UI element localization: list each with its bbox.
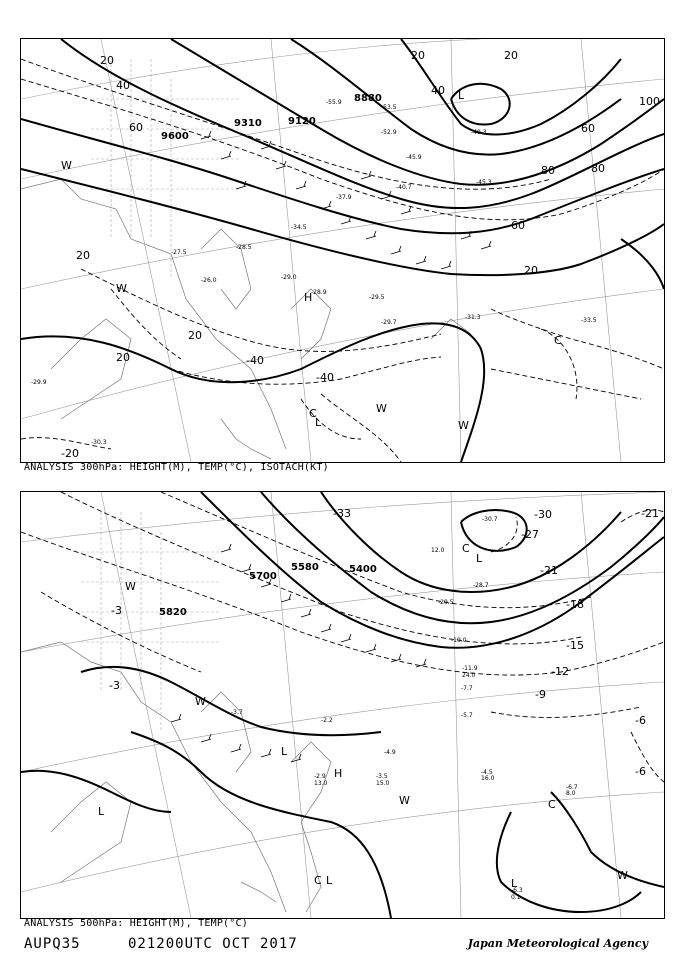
station-value: -28.9 <box>311 289 327 296</box>
isotach-label: 80 <box>591 162 605 175</box>
station-value: -2.2 <box>321 717 333 724</box>
station-value: -29.9 <box>31 379 47 386</box>
isotach-label: 20 <box>411 49 425 62</box>
pressure-center: C <box>462 542 470 555</box>
isotach-label: 20 <box>76 249 90 262</box>
height-label: 5580 <box>291 562 319 573</box>
pressure-centers <box>304 89 562 429</box>
station-value: 15.0 <box>376 780 390 787</box>
temp-label: -33 <box>333 507 351 520</box>
temp-label: -9 <box>535 688 546 701</box>
temp-label: -40 <box>316 371 334 384</box>
isotach-label: 80 <box>541 164 555 177</box>
temp-label: -6 <box>635 714 646 727</box>
product-code: AUPQ35 <box>24 936 81 952</box>
height-contours <box>21 39 664 462</box>
temp-label: -3 <box>111 604 122 617</box>
temp-contours <box>21 492 664 782</box>
pressure-center: H <box>304 291 313 304</box>
station-value: -30.7 <box>482 516 498 523</box>
isotach-label: 100 <box>639 95 660 108</box>
temp-label: -12 <box>551 665 569 678</box>
map-500hpa <box>21 492 664 918</box>
isotach-contours <box>21 59 664 462</box>
temp-label: -6 <box>635 765 646 778</box>
pressure-center: L <box>98 805 105 818</box>
station-value: -6.7 <box>566 784 578 791</box>
station-value: -3.5 <box>376 773 388 780</box>
w-mark: W <box>116 282 127 295</box>
station-value: -7.7 <box>461 685 473 692</box>
dashed-grid <box>91 59 241 279</box>
w-mark: W <box>195 695 206 708</box>
station-value: 0.1 <box>511 894 521 901</box>
w-mark: W <box>458 419 469 432</box>
pressure-center: C <box>554 334 562 347</box>
station-value: -45.3 <box>476 179 492 186</box>
pressure-center: C <box>548 798 556 811</box>
station-value: -31.3 <box>465 314 481 321</box>
temp-label: -30 <box>534 508 552 521</box>
temp-label: -21 <box>540 564 558 577</box>
pressure-center: H <box>334 767 343 780</box>
station-value: -30.3 <box>91 439 107 446</box>
isotach-label: 20 <box>100 54 114 67</box>
w-mark: W <box>399 794 410 807</box>
height-label: 9600 <box>161 131 189 142</box>
pressure-center: L <box>511 877 518 890</box>
station-value: -49.3 <box>471 129 487 136</box>
height-label: 5700 <box>249 571 277 582</box>
station-value: -19.0 <box>451 637 467 644</box>
station-value: -3.7 <box>231 709 243 716</box>
isotach-label: 60 <box>129 121 143 134</box>
station-value: -29.7 <box>381 319 397 326</box>
w-mark: W <box>61 159 72 172</box>
station-value: -11.9 <box>462 665 478 672</box>
pressure-center: C <box>314 874 322 887</box>
temp-label: -40 <box>246 354 264 367</box>
temp-label: -21 <box>641 507 659 520</box>
station-value: 13.0 <box>314 780 328 787</box>
w-mark: W <box>376 402 387 415</box>
isotach-label: 60 <box>511 219 525 232</box>
station-value: -40.7 <box>396 184 412 191</box>
pressure-center: L <box>315 416 322 429</box>
coastlines <box>21 642 331 912</box>
w-marks <box>125 580 628 882</box>
isotach-label: 20 <box>116 351 130 364</box>
isotach-label: 20 <box>524 264 538 277</box>
station-values <box>31 99 597 446</box>
station-value: 12.0 <box>431 547 445 554</box>
agency-credit: Japan Meteorological Agency <box>467 937 648 950</box>
isotach-label: 60 <box>581 122 595 135</box>
station-value: -37.9 <box>336 194 352 201</box>
station-value: -5.7 <box>461 712 473 719</box>
station-value: -52.9 <box>381 129 397 136</box>
pressure-center: L <box>458 89 465 102</box>
caption-500hpa: ANALYSIS 500hPa: HEIGHT(M), TEMP(°C) <box>24 918 248 929</box>
temp-label: -3 <box>109 679 120 692</box>
height-label: 5820 <box>159 607 187 618</box>
station-value: -2.9 <box>314 773 326 780</box>
temp-label: -15 <box>566 639 584 652</box>
coastlines <box>21 179 471 459</box>
pressure-center: L <box>476 552 483 565</box>
station-value: 8.0 <box>566 790 576 797</box>
station-value: -34.5 <box>291 224 307 231</box>
temp-label: -27 <box>521 528 539 541</box>
station-value: -55.9 <box>326 99 342 106</box>
station-value: -4.5 <box>481 769 493 776</box>
isotach-label: 40 <box>431 84 445 97</box>
map-300hpa <box>21 39 664 462</box>
pressure-centers <box>98 542 556 890</box>
graticule <box>21 492 664 918</box>
station-value: -27.5 <box>171 249 187 256</box>
pressure-center: L <box>326 874 333 887</box>
station-value: -28.5 <box>236 244 252 251</box>
isotach-label: 20 <box>188 329 202 342</box>
isotach-label: 20 <box>504 49 518 62</box>
height-contours <box>21 492 664 918</box>
height-label: 8880 <box>354 93 382 104</box>
station-value: -29.5 <box>369 294 385 301</box>
isotach-label: 40 <box>116 79 130 92</box>
w-mark: W <box>617 869 628 882</box>
station-value: -53.5 <box>381 104 397 111</box>
temp-label: -20 <box>61 447 79 460</box>
station-value: -29.5 <box>438 599 454 606</box>
station-value: -29.0 <box>281 274 297 281</box>
height-label: 9310 <box>234 118 262 129</box>
station-value: -45.9 <box>406 154 422 161</box>
wind-barbs <box>171 544 426 762</box>
temp-label: -18 <box>566 598 584 611</box>
chart-300hpa <box>20 38 665 463</box>
caption-300hpa: ANALYSIS 300hPa: HEIGHT(M), TEMP(°C), ISOTACH(KT) <box>24 462 329 473</box>
station-value: 16.0 <box>481 775 495 782</box>
temp-labels <box>109 507 659 778</box>
graticule <box>21 39 664 462</box>
chart-500hpa <box>20 491 665 919</box>
station-value: -6.3 <box>511 887 523 894</box>
valid-time: 021200UTC OCT 2017 <box>128 936 298 952</box>
station-value: -33.5 <box>581 317 597 324</box>
w-mark: W <box>125 580 136 593</box>
height-label: 5400 <box>349 564 377 575</box>
pressure-center: C <box>309 407 317 420</box>
station-value: -4.9 <box>384 749 396 756</box>
height-label: 9120 <box>288 116 316 127</box>
station-value: 24.0 <box>462 672 476 679</box>
pressure-center: L <box>281 745 288 758</box>
station-value: -26.0 <box>201 277 217 284</box>
station-value: -28.7 <box>473 582 489 589</box>
